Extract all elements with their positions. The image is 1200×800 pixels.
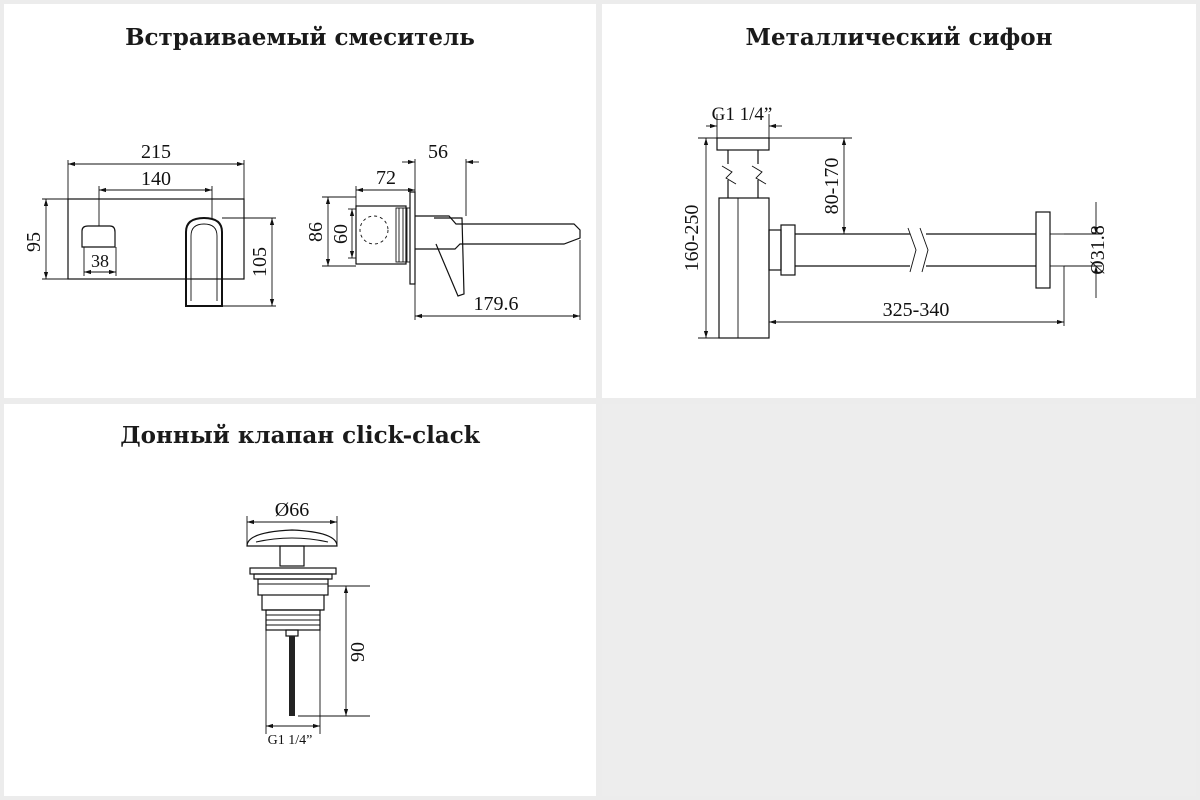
siphon-drawing <box>602 4 1196 398</box>
dim-g1-siphon: G1 1/4” <box>711 104 773 125</box>
panel-empty <box>602 404 1196 796</box>
valve-body <box>262 595 324 610</box>
siphon-wall-flange <box>1036 212 1050 288</box>
dim-105: 105 <box>249 247 271 277</box>
dim-325-340: 325-340 <box>882 299 950 321</box>
dim-d66: Ø66 <box>274 499 310 521</box>
panel-mixer <box>4 4 596 398</box>
siphon-top-nut <box>717 138 769 150</box>
dim-179-6: 179.6 <box>473 293 519 315</box>
dim-160-250: 160-250 <box>681 204 703 272</box>
dim-86: 86 <box>305 222 327 242</box>
dim-90: 90 <box>347 642 369 662</box>
valve-flange <box>250 568 336 574</box>
mixer-drawing <box>4 4 596 398</box>
siphon-title: Металлический сифон <box>745 24 1053 51</box>
panel-siphon <box>602 4 1196 398</box>
dim-60: 60 <box>330 224 352 244</box>
valve-stem <box>289 636 295 716</box>
mixer-lever-side <box>434 218 464 296</box>
dim-95: 95 <box>23 232 45 252</box>
mixer-spout <box>415 216 580 249</box>
mixer-title: Встраиваемый смеситель <box>125 24 475 51</box>
mixer-wall-plate <box>410 192 415 284</box>
mixer-outlet <box>82 226 115 247</box>
dim-38: 38 <box>91 251 109 271</box>
mixer-body-side <box>356 206 406 264</box>
dim-g1-valve: G1 1/4” <box>267 733 313 748</box>
valve-drawing <box>4 404 596 796</box>
dim-56: 56 <box>428 141 448 163</box>
dim-215: 215 <box>141 141 171 163</box>
siphon-outlet-nut <box>781 225 795 275</box>
valve-title: Донный клапан click-clack <box>120 422 480 449</box>
dim-72: 72 <box>376 167 396 189</box>
dim-80-170: 80-170 <box>821 157 843 215</box>
siphon-bottle <box>719 198 769 338</box>
dim-d31-8: Ø31.8 <box>1087 225 1109 275</box>
panel-valve <box>4 404 596 796</box>
dim-140: 140 <box>141 168 171 190</box>
